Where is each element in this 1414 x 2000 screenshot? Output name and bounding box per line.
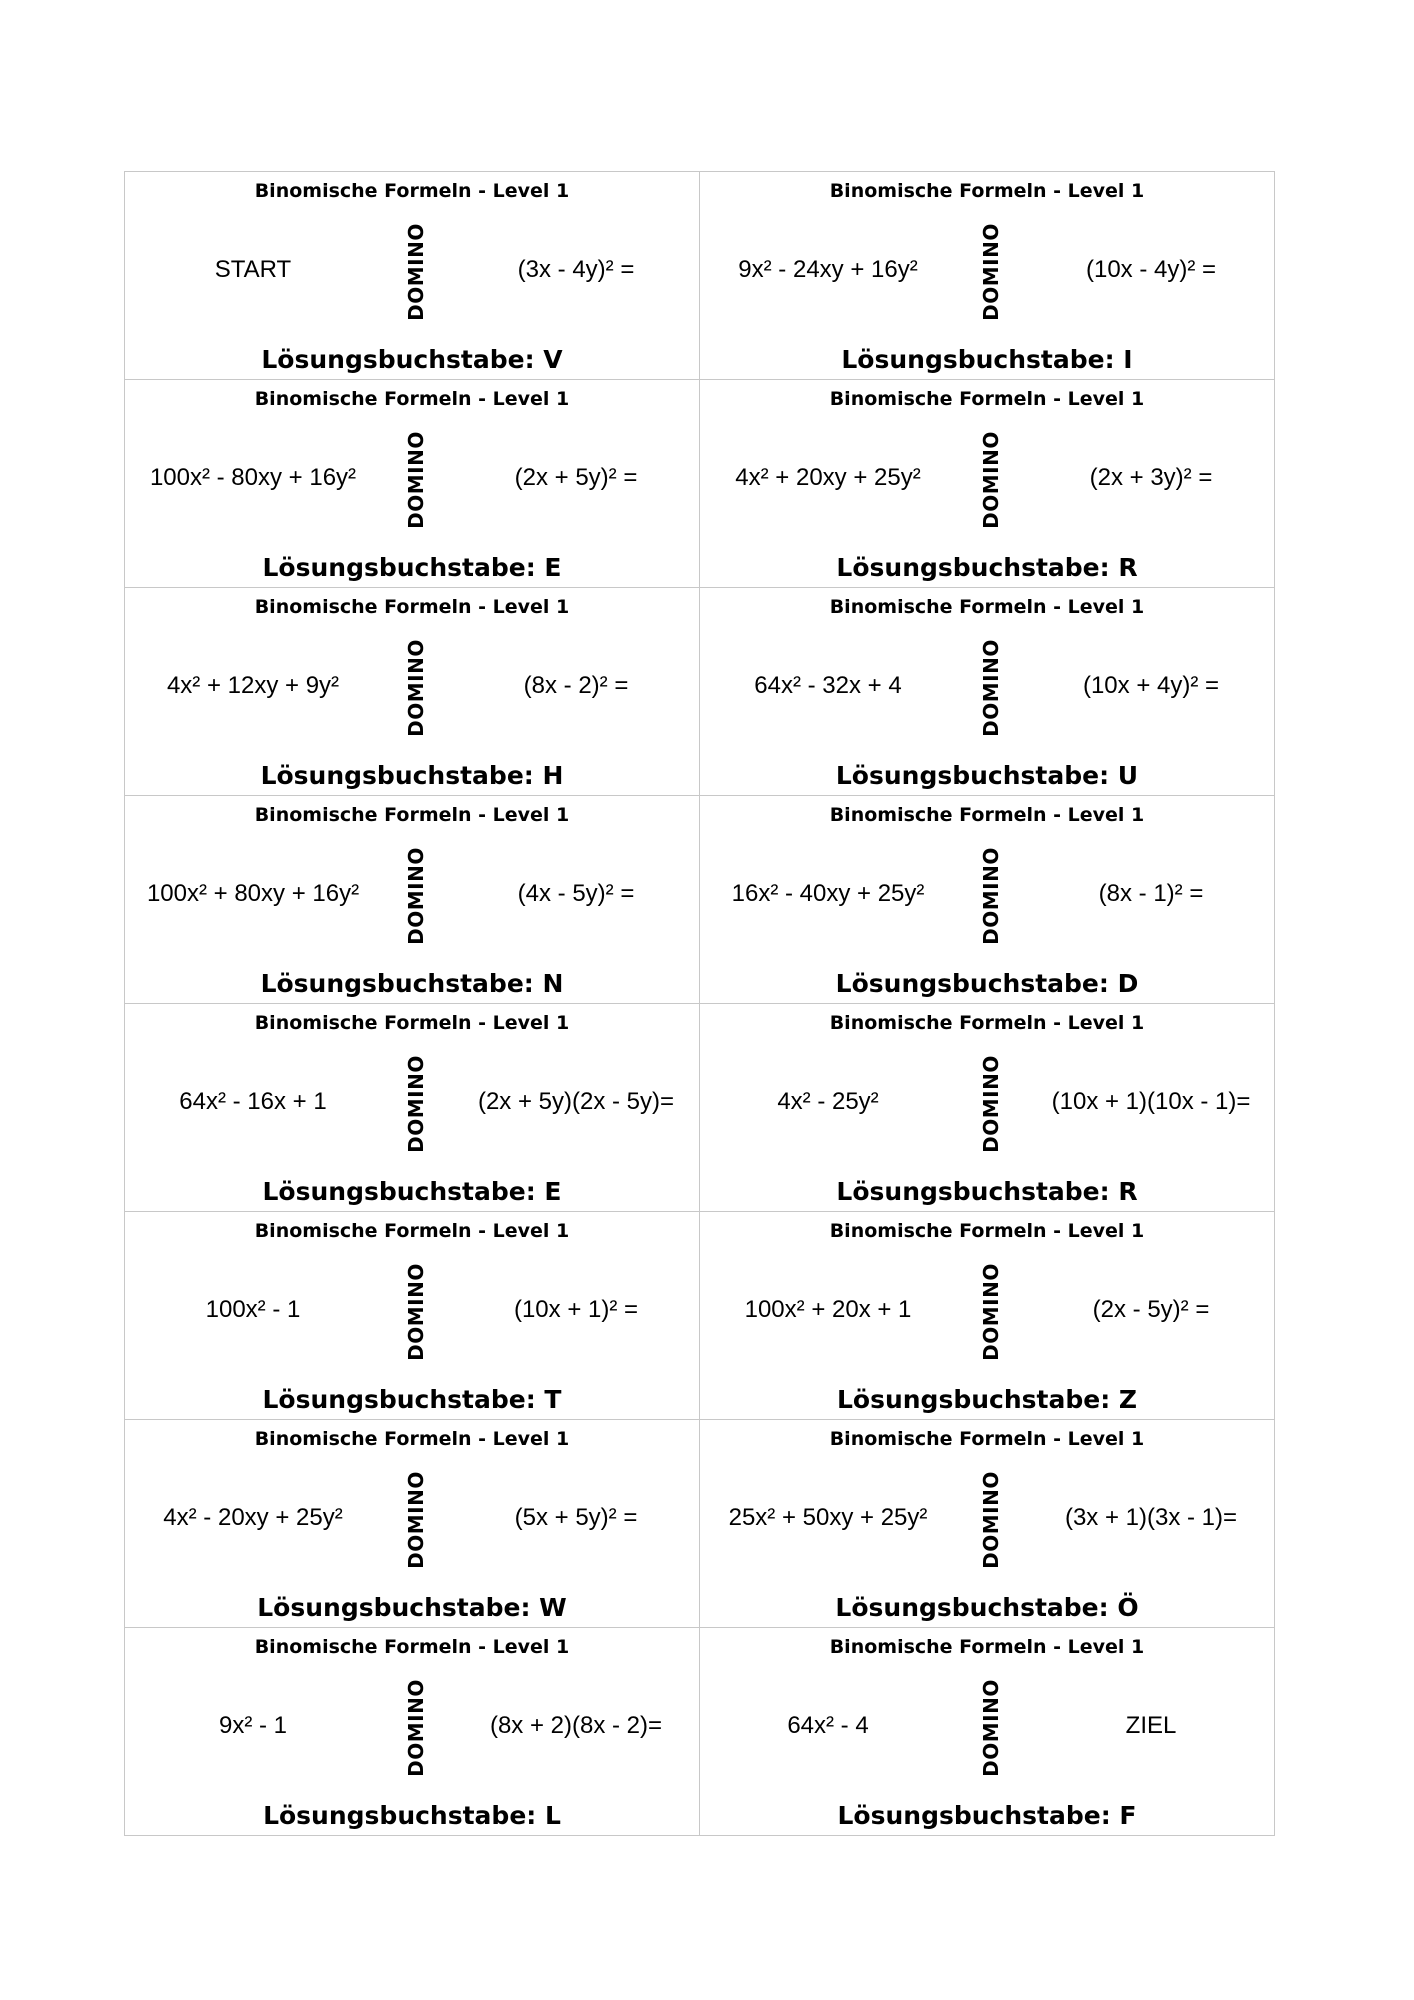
domino-label-wrap (396, 636, 436, 740)
solution-letter: D (1117, 969, 1139, 998)
domino-label: DOMINO (979, 1471, 1003, 1569)
card-solution-letter (125, 345, 699, 374)
card-solution-letter (125, 1177, 699, 1206)
card-task-term: (8x - 1)² = (1098, 880, 1204, 907)
card-title: Binomische Formeln - Level 1 (254, 180, 570, 202)
domino-label: DOMINO (979, 1679, 1003, 1777)
domino-label: DOMINO (404, 1471, 428, 1569)
card-solution-letter (700, 969, 1274, 998)
solution-prefix: Lösungsbuchstabe: (835, 1593, 1118, 1622)
solution-letter: R (1118, 553, 1138, 582)
card-solution-letter (125, 1801, 699, 1830)
card-solution-term: 4x² - 20xy + 25y² (163, 1504, 343, 1531)
card-solution-term: 4x² + 12xy + 9y² (166, 672, 340, 699)
domino-card-8 (700, 796, 1275, 1004)
card-task-term: (5x + 5y)² = (514, 1504, 638, 1531)
solution-prefix: Lösungsbuchstabe: (262, 553, 545, 582)
domino-label: DOMINO (979, 639, 1003, 737)
domino-card-10 (700, 1004, 1275, 1212)
card-solution-term: 4x² + 20xy + 25y² (735, 464, 921, 491)
card-solution-letter (700, 1385, 1274, 1414)
solution-prefix: Lösungsbuchstabe: (260, 761, 543, 790)
card-task-term: (2x + 5y)(2x - 5y)= (477, 1088, 675, 1115)
domino-label: DOMINO (979, 1055, 1003, 1153)
solution-letter: W (539, 1593, 567, 1622)
card-title: Binomische Formeln - Level 1 (829, 1012, 1145, 1034)
domino-label-wrap (396, 1260, 436, 1364)
card-task-term: (10x + 1)(10x - 1)= (1051, 1088, 1251, 1115)
card-solution-letter (125, 1385, 699, 1414)
domino-card-4 (700, 380, 1275, 588)
card-solution-term: 4x² - 25y² (777, 1088, 879, 1115)
domino-label: DOMINO (404, 223, 428, 321)
card-task-term: (8x + 2)(8x - 2)= (489, 1712, 663, 1739)
domino-label-wrap (971, 428, 1011, 532)
solution-letter: L (544, 1801, 561, 1830)
card-solution-letter (700, 345, 1274, 374)
solution-prefix: Lösungsbuchstabe: (836, 1385, 1119, 1414)
domino-card-13 (125, 1420, 700, 1628)
domino-label: DOMINO (979, 223, 1003, 321)
card-title: Binomische Formeln - Level 1 (254, 1012, 570, 1034)
domino-label: DOMINO (404, 431, 428, 529)
domino-card-14 (700, 1420, 1275, 1628)
card-title: Binomische Formeln - Level 1 (254, 1636, 570, 1658)
domino-card-11 (125, 1212, 700, 1420)
domino-label-wrap (971, 844, 1011, 948)
domino-card-2 (700, 172, 1275, 380)
solution-letter: E (544, 1177, 562, 1206)
solution-prefix: Lösungsbuchstabe: (263, 1801, 545, 1830)
solution-prefix: Lösungsbuchstabe: (837, 1801, 1120, 1830)
solution-prefix: Lösungsbuchstabe: (262, 1177, 545, 1206)
card-solution-term: START (214, 256, 292, 283)
domino-label-wrap (396, 428, 436, 532)
card-title: Binomische Formeln - Level 1 (829, 1636, 1145, 1658)
card-task-term: (10x + 4y)² = (1082, 672, 1220, 699)
solution-letter: H (542, 761, 564, 790)
card-task-term: (2x - 5y)² = (1092, 1296, 1210, 1323)
domino-card-9 (125, 1004, 700, 1212)
domino-label-wrap (971, 1468, 1011, 1572)
solution-prefix: Lösungsbuchstabe: (261, 345, 544, 374)
domino-label: DOMINO (404, 1679, 428, 1777)
domino-label: DOMINO (979, 431, 1003, 529)
card-task-term: (8x - 2)² = (523, 672, 629, 699)
solution-prefix: Lösungsbuchstabe: (841, 345, 1124, 374)
domino-card-15 (125, 1628, 700, 1836)
domino-label-wrap (971, 220, 1011, 324)
domino-label-wrap (396, 844, 436, 948)
domino-label: DOMINO (404, 1263, 428, 1361)
domino-label-wrap (396, 1052, 436, 1156)
solution-prefix: Lösungsbuchstabe: (262, 1385, 545, 1414)
solution-letter: N (542, 969, 564, 998)
domino-card-1 (125, 172, 700, 380)
domino-label-wrap (396, 1468, 436, 1572)
domino-label: DOMINO (979, 847, 1003, 945)
card-solution-term: 16x² - 40xy + 25y² (731, 880, 925, 907)
solution-letter: I (1123, 345, 1133, 374)
card-title: Binomische Formeln - Level 1 (829, 388, 1145, 410)
domino-card-16 (700, 1628, 1275, 1836)
card-solution-letter (700, 1801, 1274, 1830)
card-solution-letter (125, 1593, 699, 1622)
card-solution-letter (125, 553, 699, 582)
card-solution-term: 64x² - 32x + 4 (754, 672, 902, 699)
solution-letter: Z (1118, 1385, 1138, 1414)
card-title: Binomische Formeln - Level 1 (829, 1220, 1145, 1242)
card-task-term: ZIEL (1125, 1712, 1177, 1739)
card-solution-term: 100x² + 80xy + 16y² (146, 880, 360, 907)
card-title: Binomische Formeln - Level 1 (254, 804, 570, 826)
card-title: Binomische Formeln - Level 1 (254, 388, 570, 410)
card-solution-letter (125, 761, 699, 790)
card-task-term: (10x + 1)² = (513, 1296, 639, 1323)
solution-letter: F (1119, 1801, 1137, 1830)
solution-prefix: Lösungsbuchstabe: (836, 1177, 1119, 1206)
solution-letter: T (544, 1385, 562, 1414)
domino-card-12 (700, 1212, 1275, 1420)
card-title: Binomische Formeln - Level 1 (829, 804, 1145, 826)
card-title: Binomische Formeln - Level 1 (254, 1220, 570, 1242)
card-solution-letter (700, 1593, 1274, 1622)
domino-sheet (124, 171, 1275, 1836)
card-title: Binomische Formeln - Level 1 (829, 596, 1145, 618)
card-solution-term: 100x² - 80xy + 16y² (149, 464, 357, 491)
domino-label-wrap (971, 1260, 1011, 1364)
solution-letter: V (543, 345, 563, 374)
card-title: Binomische Formeln - Level 1 (829, 1428, 1145, 1450)
card-solution-letter (700, 553, 1274, 582)
domino-label: DOMINO (404, 847, 428, 945)
card-task-term: (2x + 5y)² = (514, 464, 638, 491)
card-solution-term: 100x² + 20x + 1 (744, 1296, 912, 1323)
domino-card-5 (125, 588, 700, 796)
solution-letter: U (1117, 761, 1139, 790)
card-solution-term: 9x² - 1 (218, 1712, 287, 1739)
card-task-term: (2x + 3y)² = (1089, 464, 1213, 491)
card-title: Binomische Formeln - Level 1 (829, 180, 1145, 202)
card-solution-letter (125, 969, 699, 998)
solution-prefix: Lösungsbuchstabe: (257, 1593, 540, 1622)
solution-prefix: Lösungsbuchstabe: (835, 969, 1118, 998)
card-solution-term: 25x² + 50xy + 25y² (728, 1504, 928, 1531)
domino-label-wrap (971, 1052, 1011, 1156)
solution-letter: Ö (1117, 1593, 1139, 1622)
card-solution-term: 64x² - 16x + 1 (179, 1088, 327, 1115)
card-solution-letter (700, 1177, 1274, 1206)
domino-label-wrap (396, 220, 436, 324)
solution-prefix: Lösungsbuchstabe: (835, 761, 1118, 790)
card-task-term: (10x - 4y)² = (1085, 256, 1217, 283)
card-task-term: (3x - 4y)² = (517, 256, 635, 283)
domino-card-7 (125, 796, 700, 1004)
domino-card-6 (700, 588, 1275, 796)
domino-label: DOMINO (404, 639, 428, 737)
domino-label-wrap (971, 1676, 1011, 1780)
solution-letter: R (1118, 1177, 1138, 1206)
solution-prefix: Lösungsbuchstabe: (836, 553, 1119, 582)
card-solution-term: 64x² - 4 (787, 1712, 869, 1739)
card-solution-term: 100x² - 1 (205, 1296, 301, 1323)
card-solution-letter (700, 761, 1274, 790)
card-task-term: (3x + 1)(3x - 1)= (1064, 1504, 1238, 1531)
domino-card-3 (125, 380, 700, 588)
domino-label-wrap (971, 636, 1011, 740)
domino-label: DOMINO (979, 1263, 1003, 1361)
card-solution-term: 9x² - 24xy + 16y² (738, 256, 918, 283)
card-task-term: (4x - 5y)² = (517, 880, 635, 907)
solution-prefix: Lösungsbuchstabe: (260, 969, 543, 998)
domino-label: DOMINO (404, 1055, 428, 1153)
solution-letter: E (544, 553, 562, 582)
card-title: Binomische Formeln - Level 1 (254, 1428, 570, 1450)
domino-label-wrap (396, 1676, 436, 1780)
card-title: Binomische Formeln - Level 1 (254, 596, 570, 618)
